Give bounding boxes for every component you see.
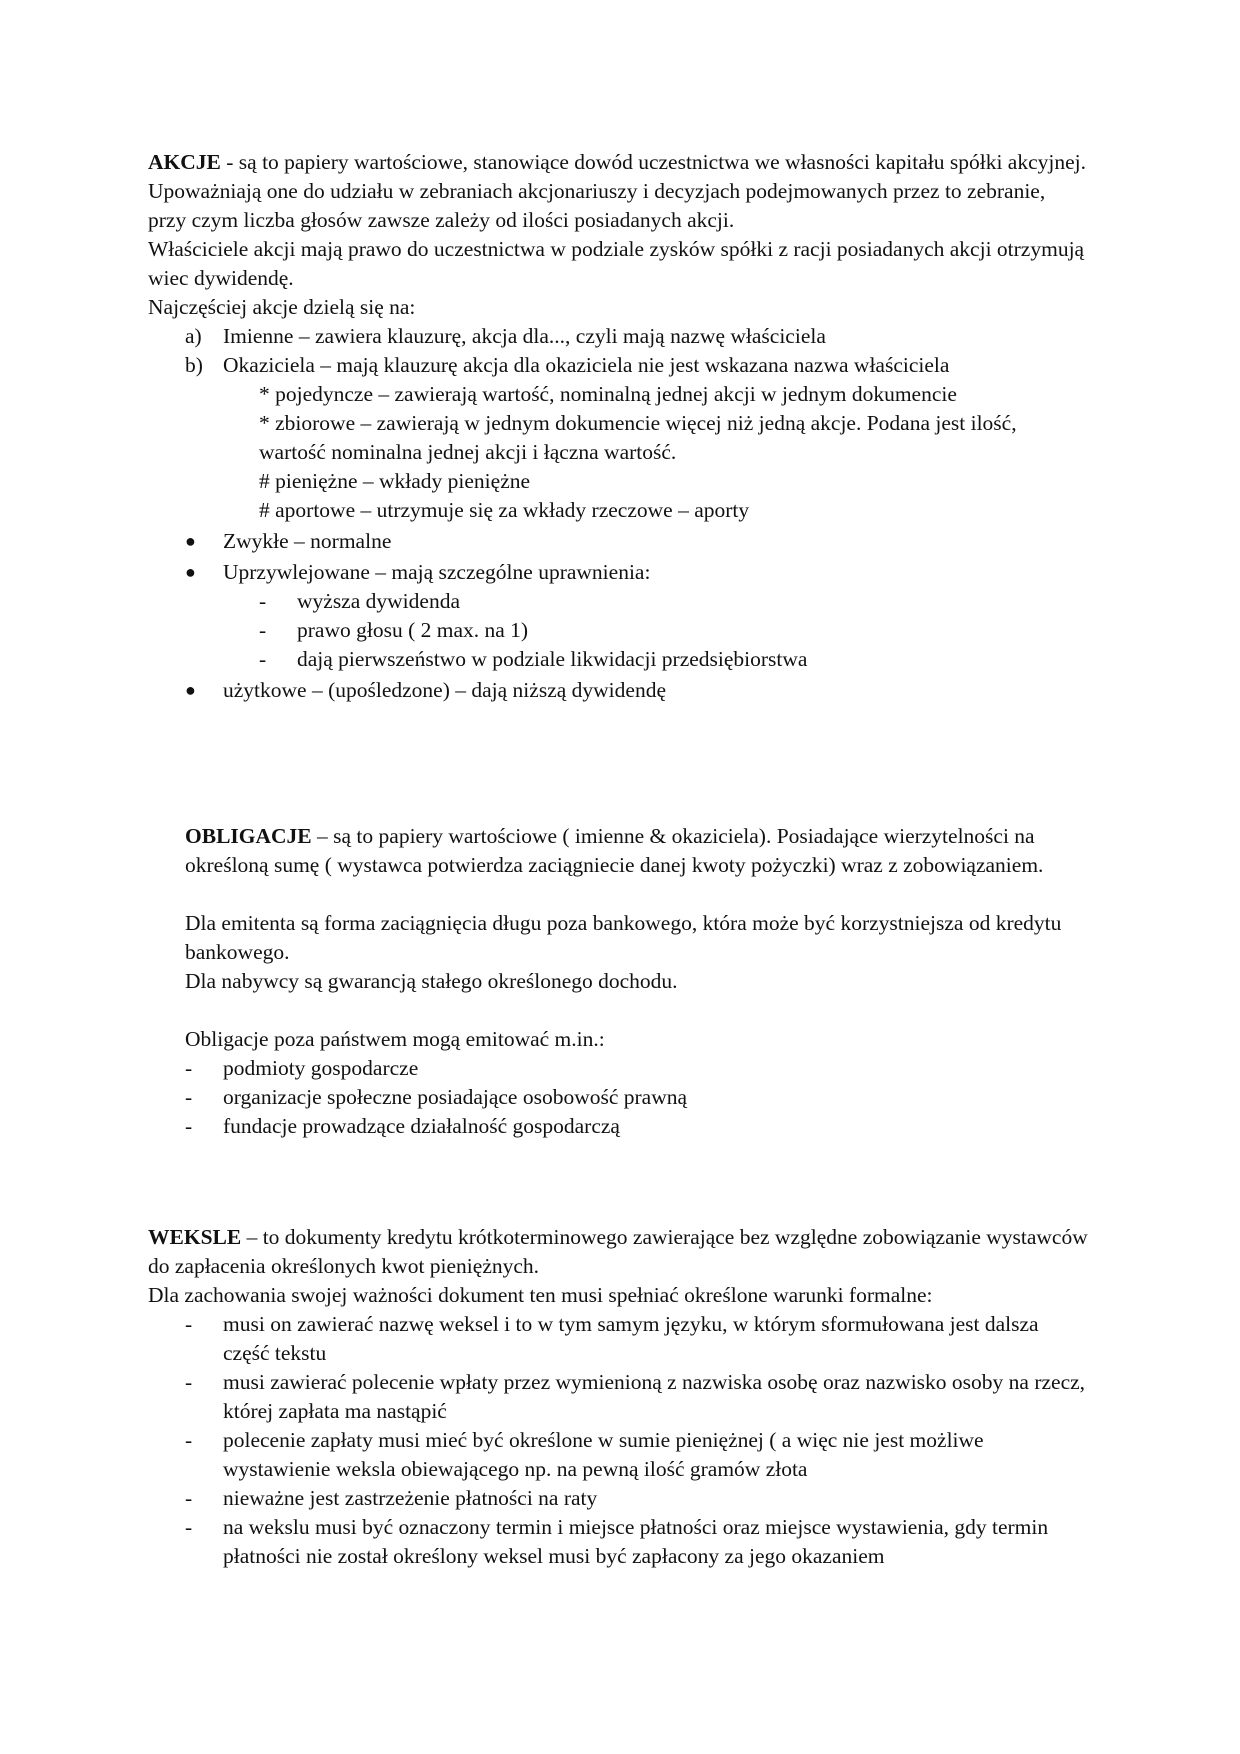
dash-marker: - [185,1370,193,1394]
star-item-zbiorowe: * zbiorowe – zawierają w jednym dokumencie więcej niż jedną akcje. Podana jest ilość, wartość nominalna jednej akcji i łączna wartość. [259,411,1017,464]
obligacje-paragraph-3: Dla nabywcy są gwarancją stałego określonego dochodu. [185,969,678,993]
bullet-icon: ● [185,562,196,582]
sub-text-dywidenda: wyższa dywidenda [297,589,460,613]
sub-item-prawo-glosu [259,616,1088,645]
weksle-intro-text: – to dokumenty kredytu krótkoterminowego zawierające bez względne zobowiązanie wystawców do zapłacenia określonych kwot pieniężnych. [148,1225,1088,1278]
bullet-icon: ● [185,531,196,551]
hash-item-pieniezne: # pieniężne – wkłady pieniężne [259,469,531,493]
hash-item-aportowe: # aportowe – utrzymuje się za wkłady rzeczowe – aporty [259,498,750,522]
obligacje-heading: OBLIGACJE [185,824,312,848]
dash-marker: - [185,1085,193,1109]
akcje-intro-paragraph [148,148,1088,177]
list-item [185,1054,1105,1083]
bullet-item-uprzywilejowane [185,558,1088,587]
dash-marker: - [185,1056,193,1080]
akcje-heading: AKCJE [148,150,221,174]
bullet-icon: ● [185,680,196,700]
bullet-text-zwykle: Zwykłe – normalne [223,529,392,553]
list-marker-a: a) [185,324,202,348]
section-obligacje [185,822,1105,1141]
section-weksle [148,1223,1088,1571]
list-item-text: fundacje prowadzące działalność gospodarczą [223,1114,620,1138]
list-text-b: Okaziciela – mają klauzurę akcja dla okaziciela nie jest wskazana nazwa właściciela [223,353,950,377]
akcje-intro-text: - są to papiery wartościowe, stanowiące dowód uczestnictwa we własności kapitału spółki akcyjnej. [220,150,1086,174]
bullet-text-uzytkowe: użytkowe – (upośledzone) – dają niższą dywidendę [223,678,666,702]
bullet-text-uprzywilejowane: Uprzywlejowane – mają szczególne uprawnienia: [223,560,651,584]
list-item-text: podmioty gospodarcze [223,1056,419,1080]
list-text-a: Imienne – zawiera klauzurę, akcja dla..., czyli mają nazwę właściciela [223,324,826,348]
sub-text-pierwszenstwo: dają pierwszeństwo w podziale likwidacji przedsiębiorstwa [297,647,808,671]
star-item-pojedyncze: * pojedyncze – zawierają wartość, nominalną jednej akcji w jednym dokumencie [259,382,957,406]
dash-marker: - [185,1486,193,1510]
bullet-item-uzytkowe [185,676,1088,705]
list-item-text: na wekslu musi być oznaczony termin i miejsce płatności oraz miejsce wystawienia, gdy termin płatności nie został określony weksel musi być zapłacony za jego okazaniem [223,1515,1049,1568]
list-item-text: organizacje społeczne posiadające osobowość prawną [223,1085,688,1109]
list-item-b [185,351,1088,380]
dash-marker: - [185,1114,193,1138]
list-item [185,1484,1088,1513]
obligacje-paragraph-4: Obligacje poza państwem mogą emitować m.in.: [185,1027,605,1051]
dash-marker: - [185,1515,193,1539]
bullet-item-zwykle [185,527,1088,556]
weksle-heading: WEKSLE [148,1225,242,1249]
obligacje-paragraph-2: Dla emitenta są forma zaciągnięcia długu poza bankowego, która może być korzystniejsza od kredytu bankowego. [185,911,1062,964]
obligacje-intro-text: – są to papiery wartościowe ( imienne & okaziciela). Posiadające wierzytelności na określoną sumę ( wystawca potwierdza zaciągniecie danej kwoty pożyczki) wraz z zobowiązaniem. [185,824,1044,877]
list-item [185,1083,1105,1112]
dash-marker: - [259,589,267,613]
list-item [185,1310,1088,1368]
list-item [185,1368,1088,1426]
list-item-text: musi zawierać polecenie wpłaty przez wymienioną z nazwiska osobę oraz nazwisko osoby na rzecz, której zapłata ma nastąpić [223,1370,1086,1423]
dash-marker: - [259,647,267,671]
weksle-intro-paragraph [148,1223,1088,1281]
list-item-a [185,322,1088,351]
list-item-text: musi on zawierać nazwę weksel i to w tym samym języku, w którym sformułowana jest dalsza część tekstu [223,1312,1039,1365]
weksle-paragraph-2: Dla zachowania swojej ważności dokument ten musi spełniać określone warunki formalne: [148,1283,933,1307]
sub-item-dywidenda [259,587,1088,616]
list-item [185,1112,1105,1141]
list-item-text: polecenie zapłaty musi mieć być określone w sumie pieniężnej ( a więc nie jest możliwe wystawienie weksla obiewającego np. na pewną ilość gramów złota [223,1428,984,1481]
akcje-paragraph-4: Najczęściej akcje dzielą się na: [148,295,416,319]
list-item [185,1513,1088,1571]
dash-marker: - [185,1428,193,1452]
akcje-paragraph-3: Właściciele akcji mają prawo do uczestnictwa w podziale zysków spółki z racji posiadanych akcji otrzymują wiec dywidendę. [148,237,1085,290]
list-item-text: nieważne jest zastrzeżenie płatności na raty [223,1486,598,1510]
sub-item-pierwszenstwo [259,645,1088,674]
dash-marker: - [259,618,267,642]
obligacje-intro-paragraph [185,822,1105,880]
sub-text-prawo-glosu: prawo głosu ( 2 max. na 1) [297,618,529,642]
dash-marker: - [185,1312,193,1336]
list-item [185,1426,1088,1484]
list-marker-b: b) [185,353,203,377]
section-akcje [148,148,1088,705]
akcje-paragraph-2: Upoważniają one do udziału w zebraniach akcjonariuszy i decyzjach podejmowanych przez to zebranie, przy czym liczba głosów zawsze zależy od ilości posiadanych akcji. [148,179,1046,232]
